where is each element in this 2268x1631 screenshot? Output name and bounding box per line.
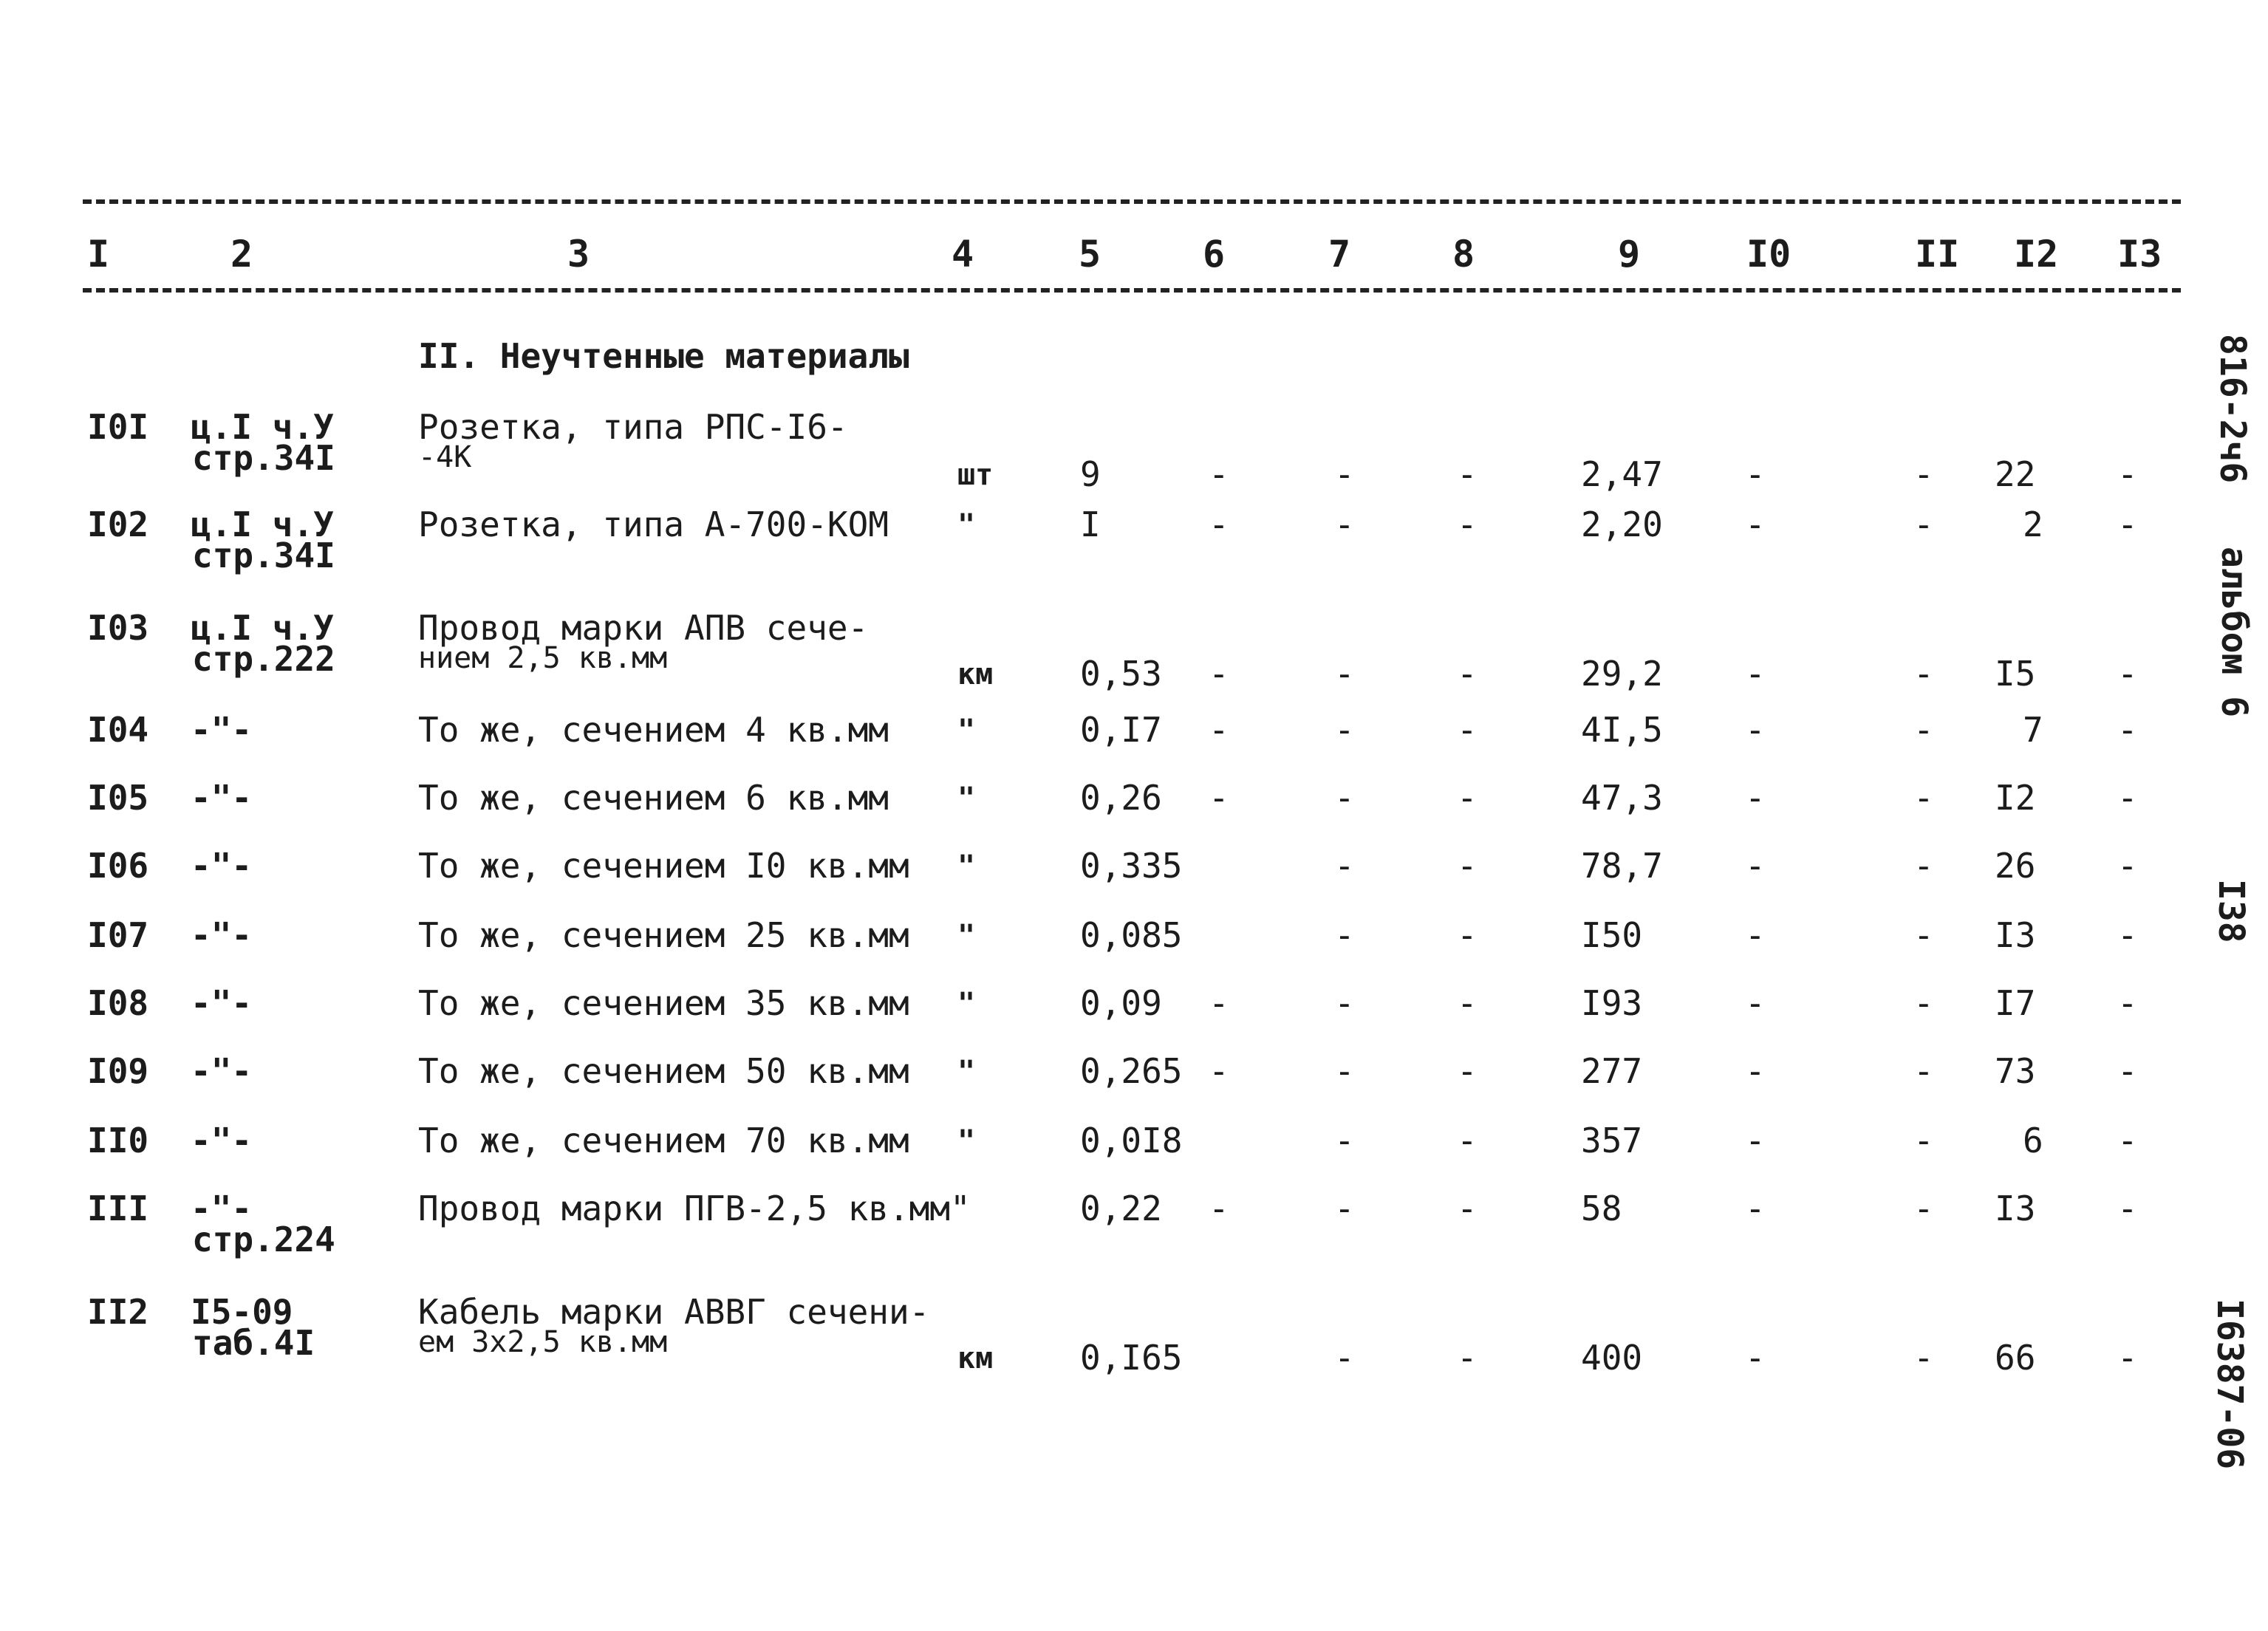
row-col13: -	[2117, 983, 2138, 1023]
row-col10: -	[1745, 654, 1766, 694]
row-col11: -	[1913, 505, 1934, 544]
col-header-13: I3	[2117, 233, 2162, 276]
row-description-cont: ем 3х2,5 кв.мм	[418, 1325, 668, 1359]
row-col7: -	[1334, 654, 1355, 694]
row-col7: -	[1334, 454, 1355, 494]
top-rule	[83, 199, 2181, 204]
row-col8: -	[1457, 983, 1478, 1023]
row-col11: -	[1913, 654, 1934, 694]
section-title: II. Неучтенные материалы	[418, 336, 909, 376]
row-unit: шт	[957, 458, 994, 492]
row-quantity: 0,I65	[1080, 1338, 1183, 1378]
row-col10: -	[1745, 778, 1766, 818]
row-col8: -	[1457, 654, 1478, 694]
col-header-1: I	[87, 233, 110, 276]
col-header-9: 9	[1618, 233, 1641, 276]
row-price: 2,47	[1581, 454, 1663, 494]
col-header-6: 6	[1203, 233, 1226, 276]
row-col6: -	[1209, 710, 1229, 750]
row-quantity: I	[1080, 505, 1101, 544]
row-description: То же, сечением 6 кв.мм	[418, 778, 889, 818]
row-unit: км	[957, 657, 994, 691]
row-description: То же, сечением 25 кв.мм	[418, 915, 909, 955]
row-col8: -	[1457, 454, 1478, 494]
row-col13: -	[2117, 1051, 2138, 1091]
row-col10: -	[1745, 1338, 1766, 1378]
row-source: -"-	[191, 846, 253, 886]
row-col10: -	[1745, 1121, 1766, 1160]
row-col13: -	[2117, 710, 2138, 750]
row-col7: -	[1334, 846, 1355, 886]
row-col11: -	[1913, 1051, 1934, 1091]
row-col12: 2	[2023, 505, 2043, 544]
row-col11: -	[1913, 1189, 1934, 1228]
row-unit: "	[957, 782, 976, 816]
row-col10: -	[1745, 710, 1766, 750]
row-col12: 7	[2023, 710, 2043, 750]
row-quantity: 0,I7	[1080, 710, 1162, 750]
col-header-3: 3	[567, 233, 590, 276]
row-number: I06	[87, 846, 149, 886]
row-number: III	[87, 1189, 149, 1228]
row-description: Розетка, типа РПС-I6-	[418, 407, 848, 447]
row-col10: -	[1745, 846, 1766, 886]
side-page-number: I38	[2210, 879, 2252, 943]
row-col10: -	[1745, 983, 1766, 1023]
row-col7: -	[1334, 915, 1355, 955]
side-code-top: 816-2ч6	[2212, 334, 2253, 484]
row-source: -"-	[191, 1051, 253, 1091]
row-col11: -	[1913, 846, 1934, 886]
row-unit: "	[957, 714, 976, 748]
row-col8: -	[1457, 915, 1478, 955]
row-description: То же, сечением 50 кв.мм	[418, 1051, 909, 1091]
row-quantity: 0,265	[1080, 1051, 1183, 1091]
row-source: ц.I ч.У	[191, 505, 334, 544]
row-number: I05	[87, 778, 149, 818]
row-col12: I2	[1995, 778, 2036, 818]
row-number: I09	[87, 1051, 149, 1091]
row-unit: км	[957, 1341, 994, 1375]
row-source-page: стр.34I	[192, 536, 335, 575]
row-price: 277	[1581, 1051, 1643, 1091]
row-col12: I5	[1995, 654, 2036, 694]
row-col12: 73	[1995, 1051, 2036, 1091]
row-unit: "	[957, 508, 976, 542]
row-col13: -	[2117, 915, 2138, 955]
row-col8: -	[1457, 846, 1478, 886]
row-number: II0	[87, 1121, 149, 1160]
row-col13: -	[2117, 454, 2138, 494]
row-source: ц.I ч.У	[191, 407, 334, 447]
row-number: I02	[87, 505, 149, 544]
row-description: То же, сечением I0 кв.мм	[418, 846, 909, 886]
row-col6: -	[1209, 983, 1229, 1023]
row-number: I08	[87, 983, 149, 1023]
row-col8: -	[1457, 778, 1478, 818]
row-source: -"-	[191, 1189, 253, 1228]
row-col7: -	[1334, 1338, 1355, 1378]
row-quantity: 0,085	[1080, 915, 1183, 955]
row-col11: -	[1913, 1338, 1934, 1378]
row-col11: -	[1913, 710, 1934, 750]
row-col12: 66	[1995, 1338, 2036, 1378]
row-number: I07	[87, 915, 149, 955]
row-col12: I3	[1995, 915, 2036, 955]
row-col12: I3	[1995, 1189, 2036, 1228]
row-col12: I7	[1995, 983, 2036, 1023]
row-description-cont: -4К	[418, 440, 472, 474]
row-col12: 6	[2023, 1121, 2043, 1160]
row-col11: -	[1913, 915, 1934, 955]
row-source: -"-	[191, 778, 253, 818]
row-col6: -	[1209, 778, 1229, 818]
row-number: I03	[87, 608, 149, 648]
row-description: То же, сечением 4 кв.мм	[418, 710, 889, 750]
row-quantity: 0,26	[1080, 778, 1162, 818]
row-col8: -	[1457, 1051, 1478, 1091]
row-col13: -	[2117, 1121, 2138, 1160]
row-quantity: 0,53	[1080, 654, 1162, 694]
row-description: Провод марки ПГВ-2,5 кв.мм"	[418, 1189, 971, 1228]
row-unit: "	[957, 849, 976, 883]
row-source-page: стр.222	[192, 639, 335, 679]
row-source: -"-	[191, 915, 253, 955]
row-price: 47,3	[1581, 778, 1663, 818]
row-price: 357	[1581, 1121, 1643, 1160]
row-col6: -	[1209, 654, 1229, 694]
row-price: 58	[1581, 1189, 1622, 1228]
row-source: -"-	[191, 710, 253, 750]
row-col10: -	[1745, 915, 1766, 955]
row-col10: -	[1745, 1051, 1766, 1091]
row-col10: -	[1745, 505, 1766, 544]
row-description: Розетка, типа А-700-КОМ	[418, 505, 889, 544]
row-source: -"-	[191, 1121, 253, 1160]
row-description-cont: нием 2,5 кв.мм	[418, 641, 668, 675]
row-quantity: 0,22	[1080, 1189, 1162, 1228]
row-col10: -	[1745, 454, 1766, 494]
row-col13: -	[2117, 846, 2138, 886]
row-description: Провод марки АПВ сече-	[418, 608, 869, 648]
row-unit: "	[957, 987, 976, 1021]
row-description: То же, сечением 35 кв.мм	[418, 983, 909, 1023]
row-col12: 22	[1995, 454, 2036, 494]
row-quantity: 0,09	[1080, 983, 1162, 1023]
row-col7: -	[1334, 710, 1355, 750]
row-col8: -	[1457, 505, 1478, 544]
row-col11: -	[1913, 778, 1934, 818]
col-header-5: 5	[1079, 233, 1101, 276]
col-header-7: 7	[1328, 233, 1351, 276]
row-col13: -	[2117, 505, 2138, 544]
row-col6: -	[1209, 1051, 1229, 1091]
row-col11: -	[1913, 983, 1934, 1023]
row-number: I0I	[87, 407, 149, 447]
row-col7: -	[1334, 505, 1355, 544]
row-description: Кабель марки АВВГ сечени-	[418, 1292, 930, 1332]
row-col7: -	[1334, 1121, 1355, 1160]
row-col10: -	[1745, 1189, 1766, 1228]
row-description: То же, сечением 70 кв.мм	[418, 1121, 909, 1160]
row-price: 29,2	[1581, 654, 1663, 694]
row-price: 78,7	[1581, 846, 1663, 886]
row-col13: -	[2117, 1338, 2138, 1378]
row-source-page: стр.224	[192, 1220, 335, 1259]
row-source: ц.I ч.У	[191, 608, 334, 648]
row-col8: -	[1457, 710, 1478, 750]
col-header-8: 8	[1452, 233, 1475, 276]
side-album: альбом 6	[2213, 547, 2255, 718]
row-unit: "	[957, 1124, 976, 1158]
row-col6: -	[1209, 1189, 1229, 1228]
row-col12: 26	[1995, 846, 2036, 886]
col-header-4: 4	[952, 233, 974, 276]
row-quantity: 0,0I8	[1080, 1121, 1183, 1160]
row-number: II2	[87, 1292, 149, 1332]
header-bottom-rule	[83, 288, 2181, 293]
row-col11: -	[1913, 1121, 1934, 1160]
row-unit: "	[957, 919, 976, 953]
row-col7: -	[1334, 1189, 1355, 1228]
row-col13: -	[2117, 1189, 2138, 1228]
row-source-page: таб.4I	[192, 1323, 315, 1363]
row-source-page: стр.34I	[192, 438, 335, 478]
row-price: 2,20	[1581, 505, 1663, 544]
row-col13: -	[2117, 654, 2138, 694]
row-col8: -	[1457, 1338, 1478, 1378]
row-price: I50	[1581, 915, 1643, 955]
col-header-10: I0	[1746, 233, 1791, 276]
row-price: 400	[1581, 1338, 1643, 1378]
row-quantity: 0,335	[1080, 846, 1183, 886]
row-col7: -	[1334, 983, 1355, 1023]
row-col6: -	[1209, 505, 1229, 544]
row-col7: -	[1334, 778, 1355, 818]
side-code-bottom: I6387-06	[2209, 1299, 2250, 1470]
row-col8: -	[1457, 1189, 1478, 1228]
row-col7: -	[1334, 1051, 1355, 1091]
row-col8: -	[1457, 1121, 1478, 1160]
row-col11: -	[1913, 454, 1934, 494]
row-source: -"-	[191, 983, 253, 1023]
col-header-2: 2	[230, 233, 253, 276]
row-price: 4I,5	[1581, 710, 1663, 750]
row-number: I04	[87, 710, 149, 750]
row-unit: "	[957, 1055, 976, 1089]
row-col13: -	[2117, 778, 2138, 818]
row-source: I5-09	[191, 1292, 293, 1332]
row-col6: -	[1209, 454, 1229, 494]
row-quantity: 9	[1080, 454, 1101, 494]
col-header-11: II	[1915, 233, 1960, 276]
col-header-12: I2	[2014, 233, 2059, 276]
row-price: I93	[1581, 983, 1643, 1023]
